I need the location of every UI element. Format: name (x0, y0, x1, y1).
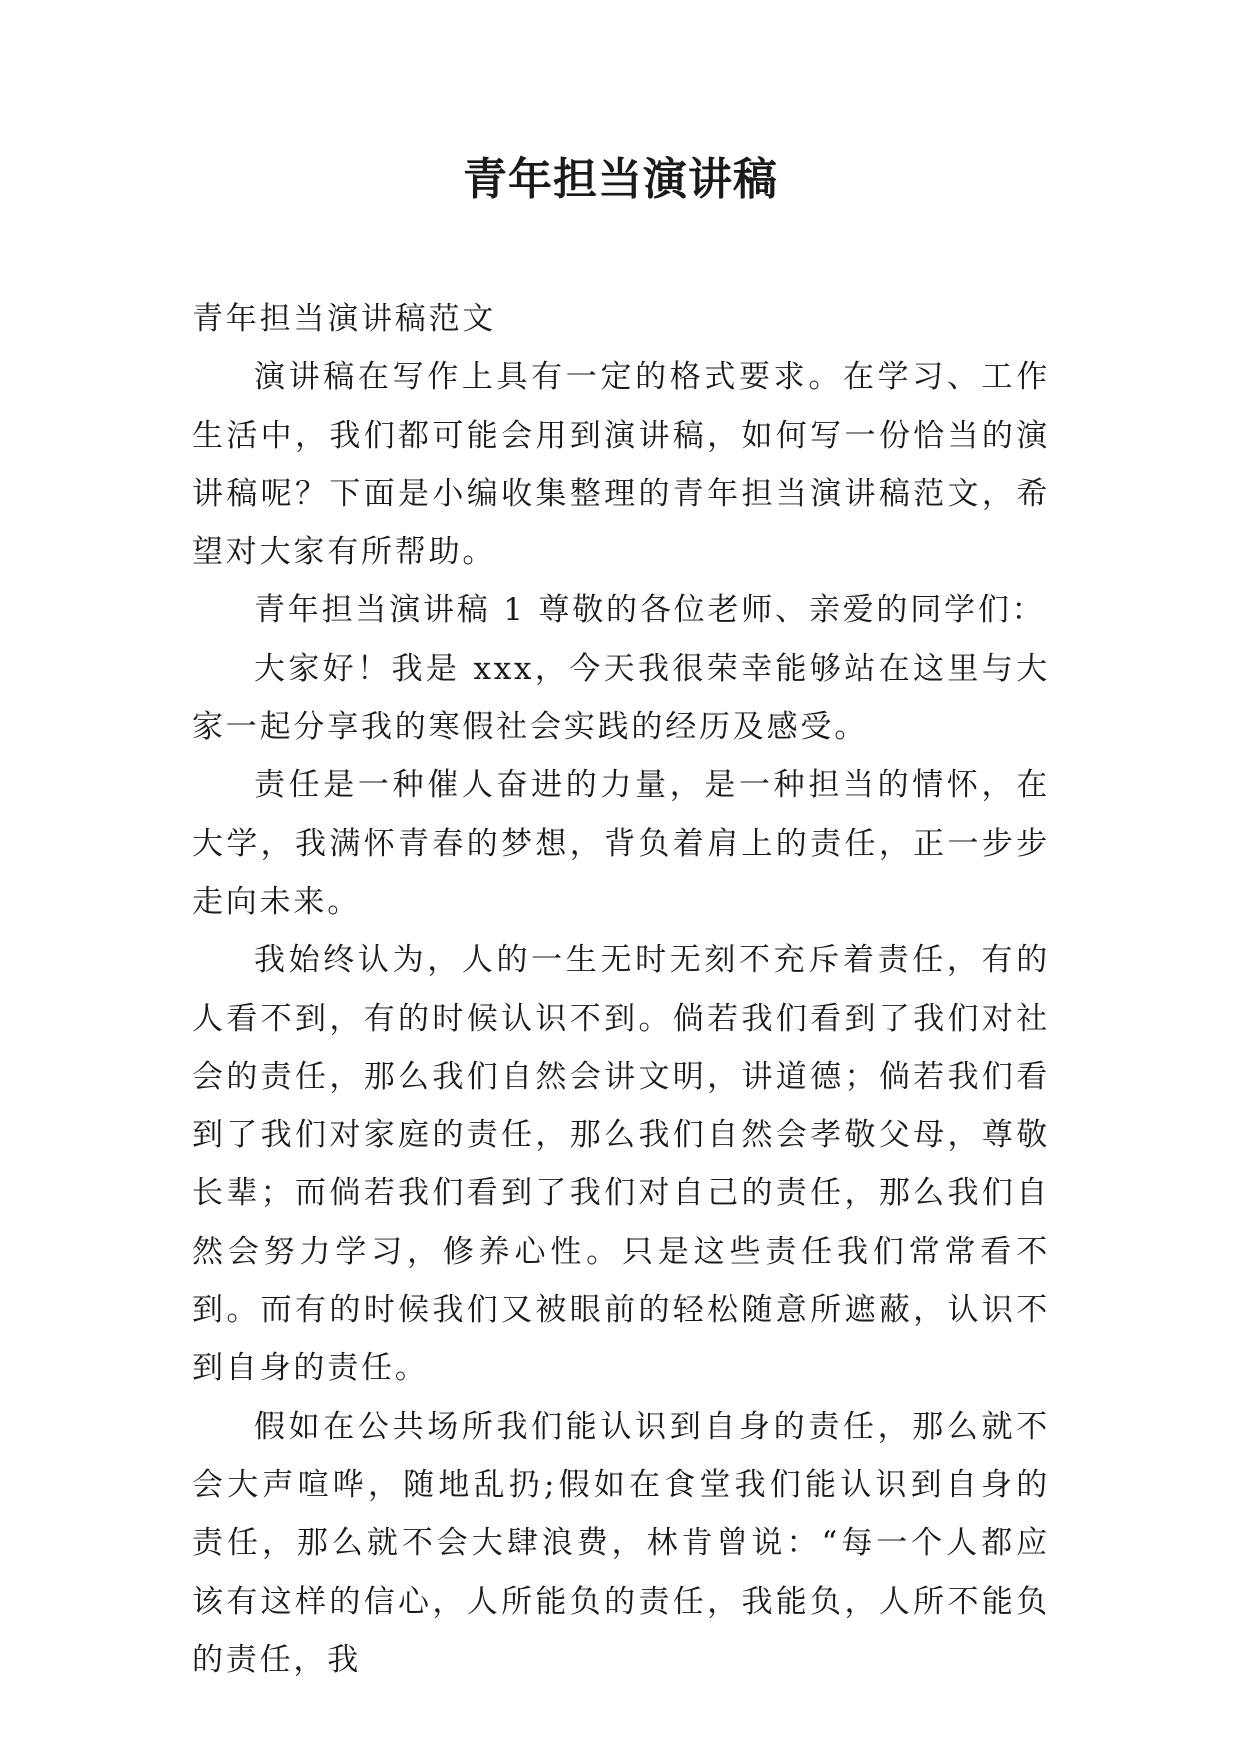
body-paragraph: 青年担当演讲稿 1 尊敬的各位老师、亲爱的同学们： (254, 592, 1046, 629)
body-paragraph: 责任是一种催人奋进的力量，是一种担当的情怀，在大学，我满怀青春的梦想，背负着肩上的责任，正一步步走向未来。 (192, 767, 1050, 920)
body-paragraph: 演讲稿在写作上具有一定的格式要求。在学习、工作生活中，我们都可能会用到演讲稿，如何写一份恰当的演讲稿呢？下面是小编收集整理的青年担当演讲稿范文，希望对大家有所帮助。 (192, 359, 1050, 571)
subtitle-paragraph: 青年担当演讲稿范文 (192, 301, 497, 337)
document-title: 青年担当演讲稿 (463, 154, 778, 205)
body-paragraph: 大家好！我是 xxx，今天我很荣幸能够站在这里与大家一起分享我的寒假社会实践的经历及感受。 (192, 650, 1050, 746)
document-body (192, 290, 1050, 1689)
body-paragraph: 假如在公共场所我们能认识到自身的责任，那么就不会大声喧哗，随地乱扔;假如在食堂我们能认识到自身的责任，那么就不会大肆浪费，林肯曾说：“每一个人都应该有这样的信心，人所能负的责任，我能负，人所不能负的责任，我 (192, 1408, 1050, 1678)
body-paragraph: 我始终认为，人的一生无时无刻不充斥着责任，有的人看不到，有的时候认识不到。倘若我们看到了我们对社会的责任，那么我们自然会讲文明，讲道德；倘若我们看到了我们对家庭的责任，那么我们自然会孝敬父母，尊敬长辈；而倘若我们看到了我们对自己的责任，那么我们自然会努力学习，修养心性。只是这些责任我们常常看不到。而有的时候我们又被眼前的轻松随意所遮蔽，认识不到自身的责任。 (192, 942, 1050, 1387)
